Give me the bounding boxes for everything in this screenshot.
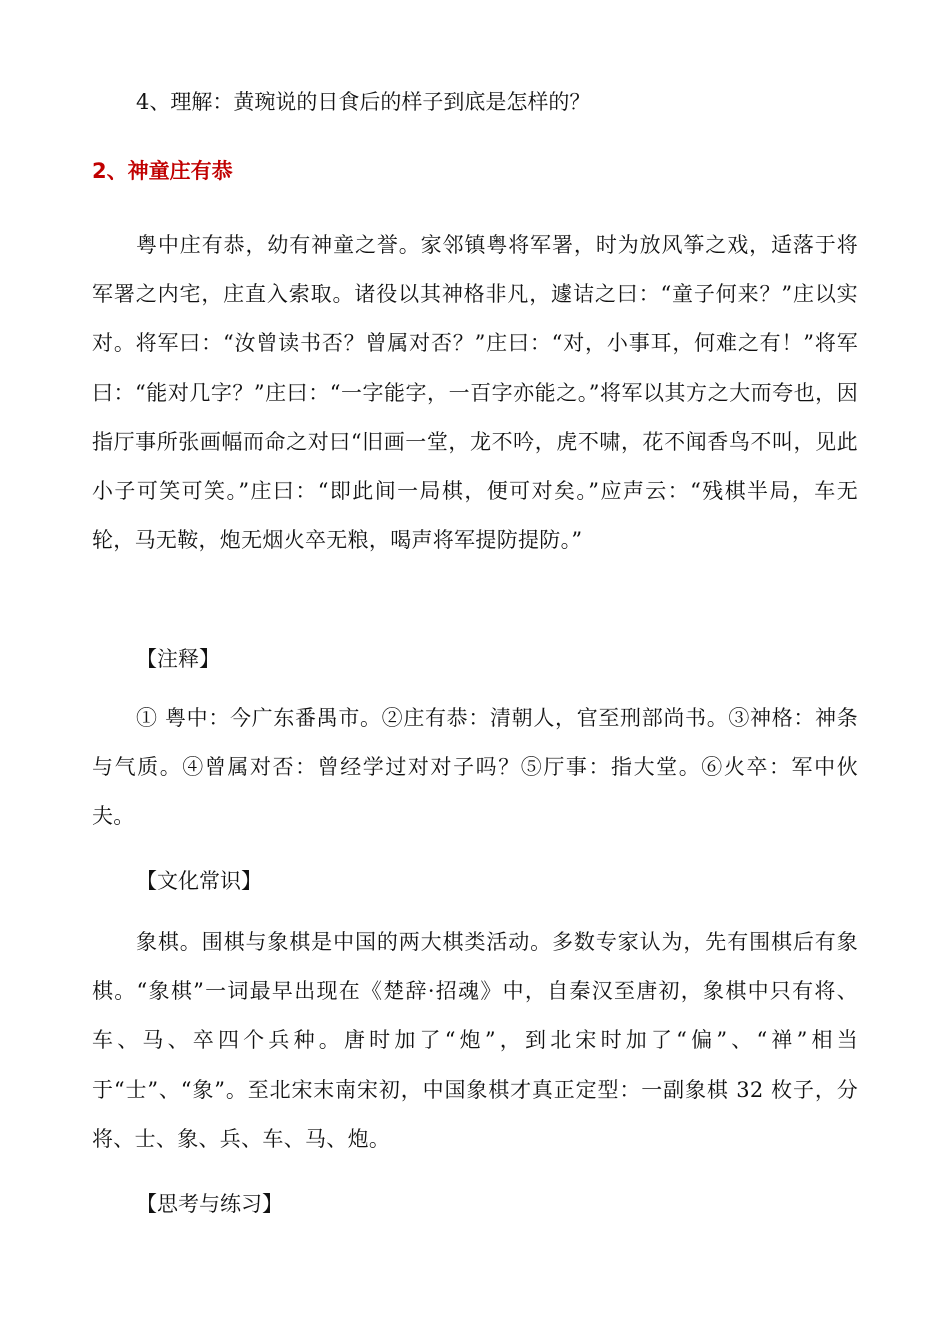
question-4-text: 4、理解：黄琬说的日食后的样子到底是怎样的？: [136, 90, 591, 114]
culture-label: 【文化常识】: [136, 869, 262, 893]
exercise-label: 【思考与练习】: [136, 1192, 283, 1216]
story-heading: 2、神童庄有恭: [92, 159, 233, 183]
notes-label: 【注释】: [136, 647, 220, 671]
culture-paragraph: 象棋。围棋与象棋是中国的两大棋类活动。多数专家认为，先有围棋后有象棋。“象棋”一词最早出现在《楚辞·招魂》中，自秦汉至唐初，象棋中只有将、车、马、卒四个兵种。唐时加了“炮”，到北宋时加了“偏”、“禅”相当于“士”、“象”。至北宋末南宋初，中国象棋才真正定型：一副象棋 32 枚子，分将、士、象、兵、车、马、炮。: [92, 930, 858, 1151]
notes-paragraph: ① 粤中：今广东番禺市。②庄有恭：清朝人，官至刑部尚书。③神格：神条与气质。④曾属对否：曾经学过对对子吗？⑤厅事：指大堂。⑥火卒：军中伙夫。: [92, 706, 858, 829]
story-paragraph: 粤中庄有恭，幼有神童之誉。家邻镇粤将军署，时为放风筝之戏，适落于将军署之内宅，庄直入索取。诸役以其神格非凡，遽诘之曰：“童子何来？”庄以实对。将军曰：“汝曾读书否？曾属对否？”庄曰：“对，小事耳，何难之有！”将军曰：“能对几字？”庄曰：“一字能字，一百字亦能之。”将军以其方之大而夸也，因指厅事所张画幅而命之对曰“旧画一堂，龙不吟，虎不啸，花不闻香鸟不叫，见此小子可笑可笑。”庄曰：“即此间一局棋，便可对矣。”应声云：“残棋半局，车无轮，马无鞍，炮无烟火卒无粮，喝声将军提防提防。”: [92, 233, 858, 553]
